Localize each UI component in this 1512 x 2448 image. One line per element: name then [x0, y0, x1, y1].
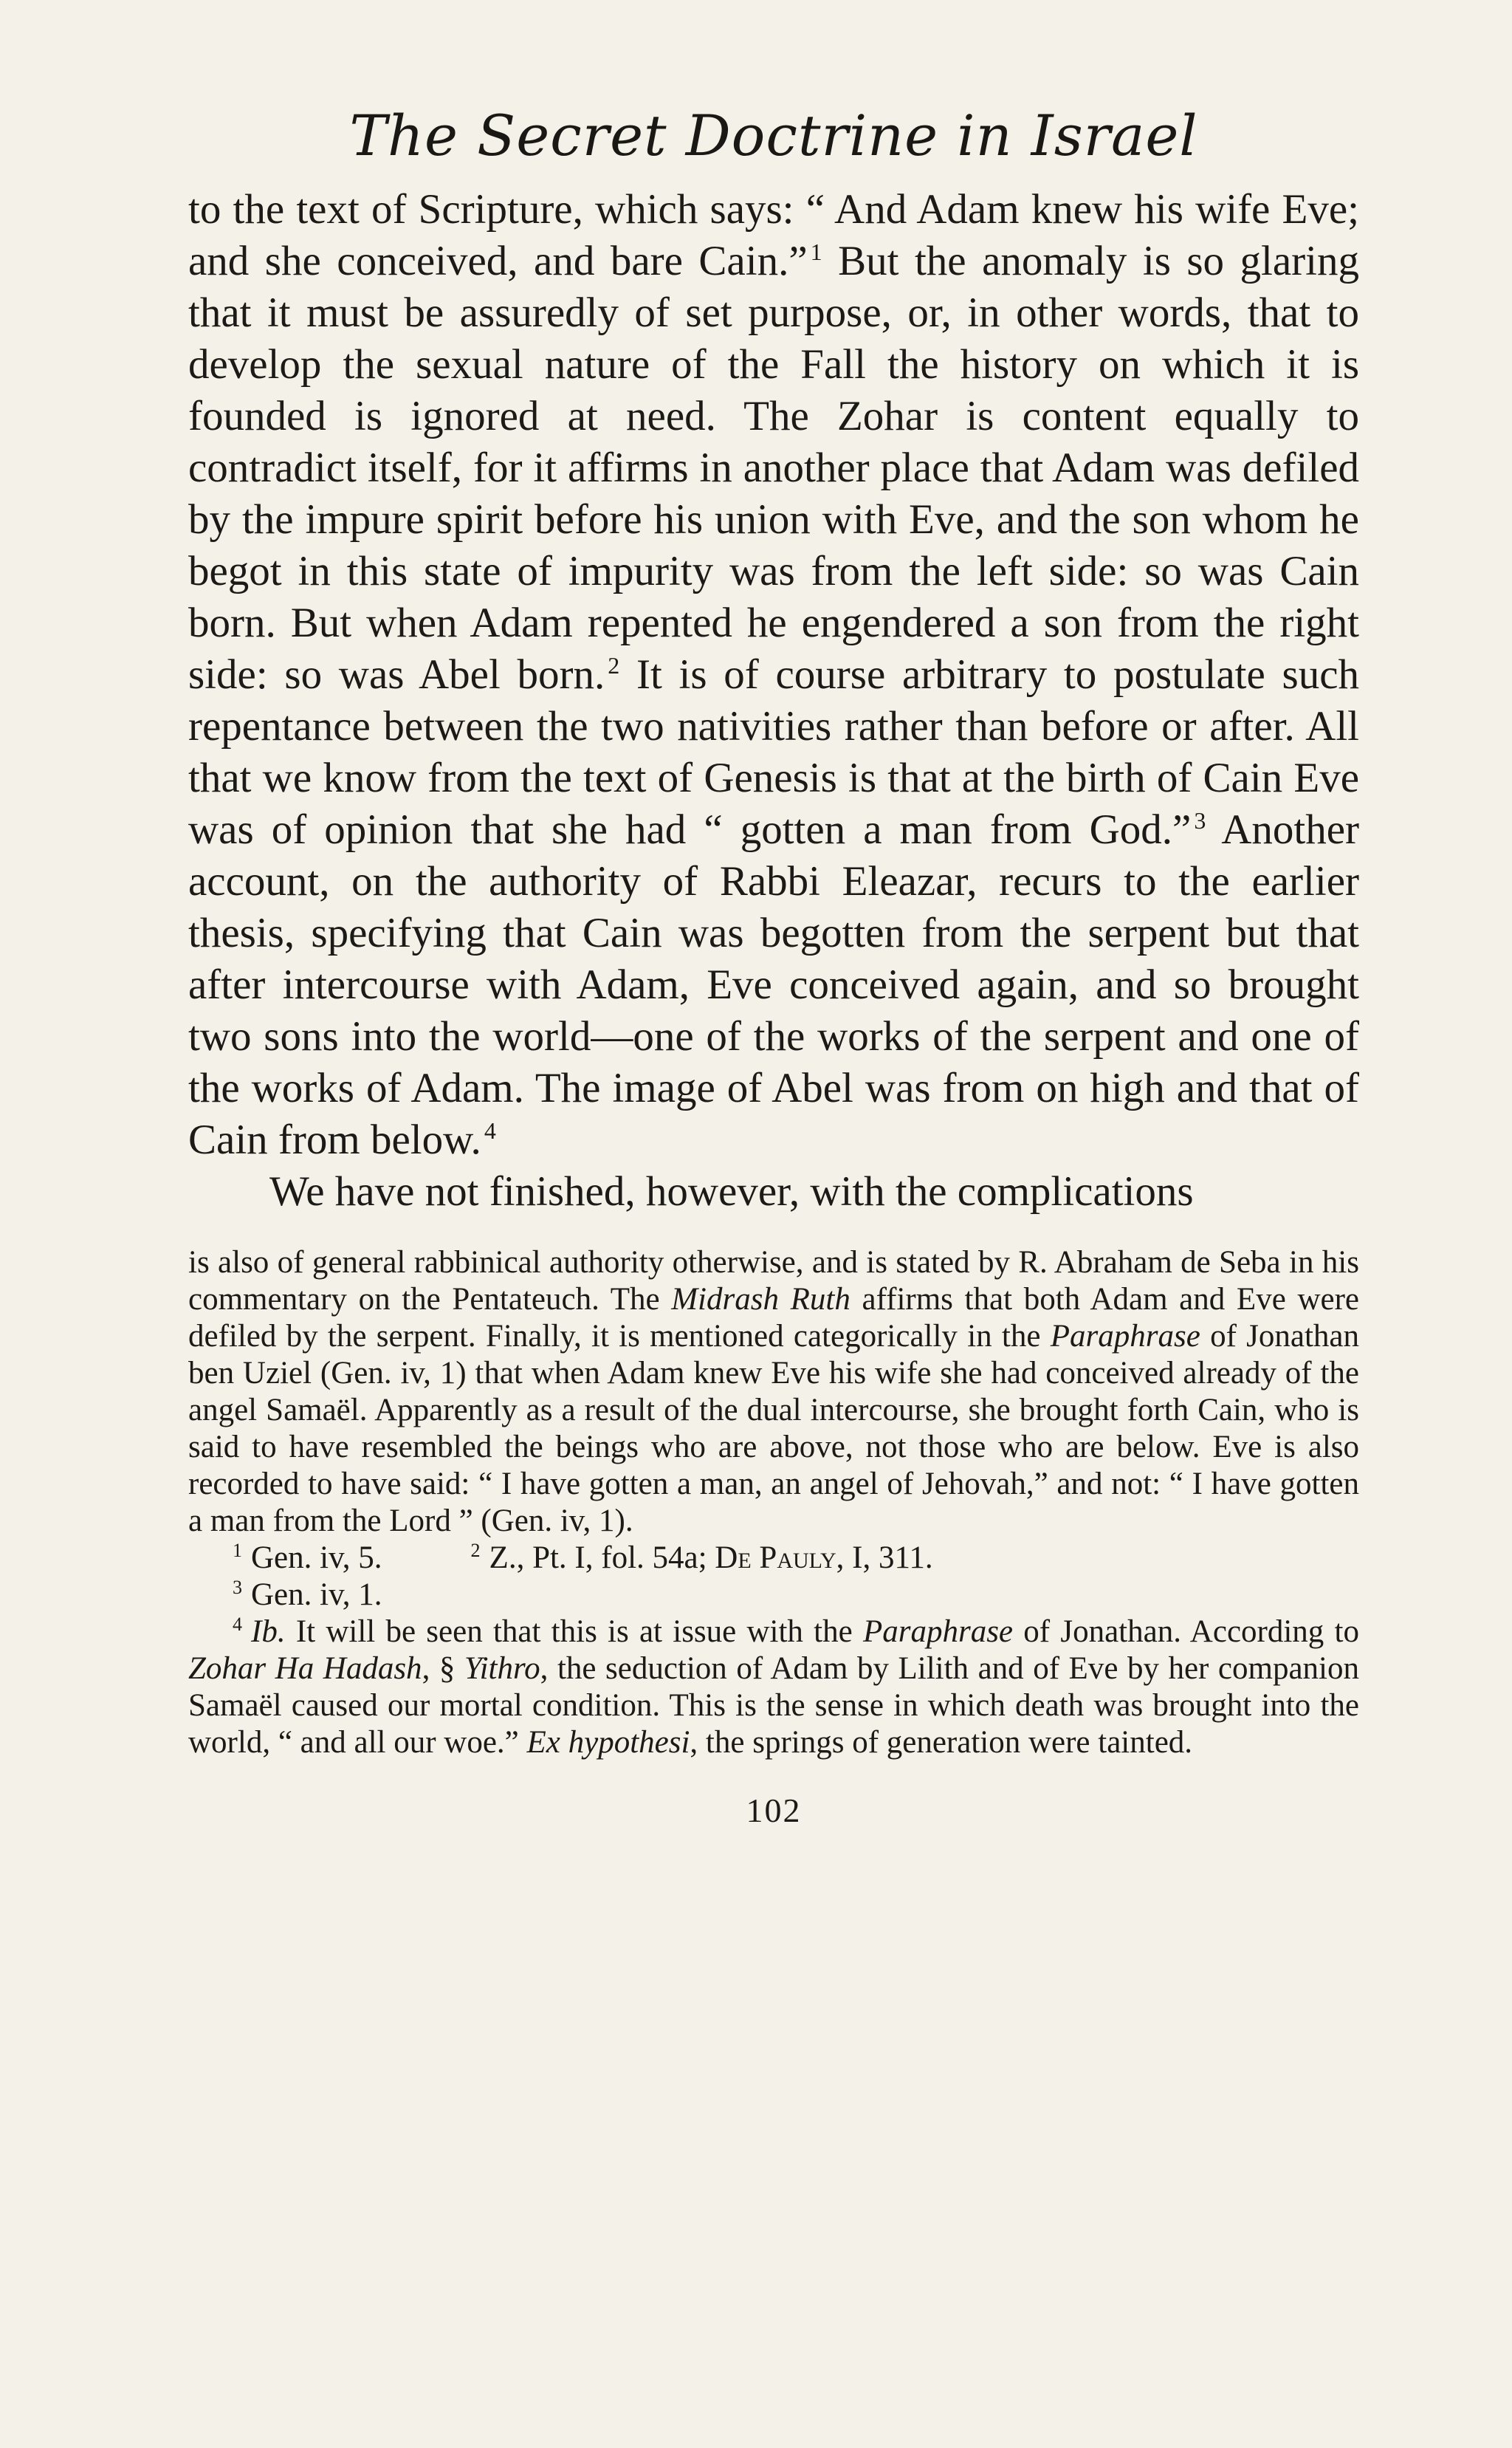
footnote-ref-1: 1	[810, 239, 822, 266]
running-head: The Secret Doctrine in Israel	[349, 103, 1198, 168]
paraphrase-title: Paraphrase	[1050, 1319, 1200, 1354]
footnote-4-indent	[188, 1614, 286, 1649]
footnote-ref-2: 2	[608, 652, 620, 679]
footnote-4-text-e: , the springs of generation were tainted.	[690, 1725, 1193, 1760]
footnote-1: Gen. iv, 5.	[251, 1540, 382, 1576]
midrash-ruth-title: Midrash Ruth	[671, 1282, 850, 1317]
footnotes	[188, 1244, 1359, 1761]
footnote-2-a: Z., Pt. I, fol. 54a;	[489, 1540, 715, 1576]
footnote-4-text-b: of Jonathan. According to	[1013, 1614, 1359, 1650]
footnote-2-author: De Pauly	[715, 1540, 836, 1576]
footnote-4	[188, 1614, 1359, 1761]
paragraph-1-part-c: It is of course arbitrary to postulate such repentance between the two nativities rather than before or after. All that we know from the text of Genesis is that at the birth of Cain Eve was of opinion that she had “ gotten a man from God.”	[188, 651, 1359, 854]
footnote-4-paraphrase: Paraphrase	[862, 1614, 1014, 1650]
footnote-4-text-d: , the seduction of Adam by Lilith and of Eve by her companion Samaël caused our mortal condition. This is the sense in which death was brought into the world, “ and all our woe.”	[188, 1651, 1359, 1760]
footnote-continuation-text-b: affirms that both Adam and Eve were defiled by the serpent. Finally, it is mentioned categorically in the	[188, 1282, 1359, 1354]
footnote-4-ib: Ib.	[251, 1614, 286, 1650]
footnote-mark-4: 4	[233, 1614, 242, 1636]
footnote-3-line	[188, 1577, 1359, 1614]
paragraph-1	[188, 184, 1359, 1166]
footnote-4-zohar-title: Zohar Ha Hadash	[188, 1651, 422, 1687]
footnote-2-b: , I, 311.	[836, 1540, 933, 1576]
footnote-4-ex-hypothesi: Ex hypothesi	[526, 1725, 690, 1760]
footnote-continuation-text-a: is also of general rabbinical authority otherwise, and is stated by R. Abraham de Seba in his commentary on the Pentateuch. The	[188, 1245, 1359, 1317]
page-number: 102	[746, 1792, 802, 1830]
footnotes-1-2	[188, 1540, 1359, 1577]
footnote-ref-4: 4	[484, 1117, 496, 1145]
paragraph-2: We have not finished, however, with the complications	[269, 1168, 1194, 1216]
paragraph-1-part-a: to the text of Scripture, which says: “ And Adam knew his wife Eve; and she conceived, and bare Cain.”	[188, 186, 1359, 285]
footnote-mark-1: 1	[233, 1540, 242, 1562]
main-text	[188, 184, 1359, 1218]
paragraph-1-part-b: But the anomaly is so glaring that it must be assuredly of set purpose, or, in other words, that to develop the sexual nature of the Fall the history on which it is founded is ignored at need. The Zohar is content equally to contradict itself, for it affirms in another place that Adam was defiled by the impure spirit before his union with Eve, and the son whom he begot in this state of impurity was from the left side: so was Cain born. But when Adam repented he engendered a son from the right side: so was Abel born.	[188, 238, 1359, 699]
footnote-4-text-c: , §	[422, 1651, 464, 1687]
footnote-continuation-text-c: of Jonathan ben Uziel (Gen. iv, 1) that when Adam knew Eve his wife she had conceived already of the angel Samaël. Apparently as a result of the dual intercourse, she brought forth Cain, who is said to have resembled the beings who are above, not those who are below. Eve is also recorded to have said: “ I have gotten a man, an angel of Jehovah,” and not: “ I have gotten a man from the Lord ” (Gen. iv, 1).	[188, 1319, 1360, 1539]
footnote-3: Gen. iv, 1.	[251, 1577, 382, 1613]
footnote-ref-3: 3	[1194, 807, 1206, 834]
book-page	[188, 103, 1359, 2407]
footnote-4-text-a: It will be seen that this is at issue with the	[285, 1614, 863, 1650]
footnote-4-yithro: Yithro	[464, 1651, 540, 1687]
footnote-mark-2: 2	[470, 1540, 481, 1562]
footnote-continuation	[188, 1244, 1359, 1540]
footnote-mark-3: 3	[233, 1577, 242, 1599]
paragraph-1-part-d: Another account, on the authority of Rabbi Eleazar, recurs to the earlier thesis, specifying that Cain was begotten from the serpent but that after intercourse with Adam, Eve conceived again, and so brought two sons into the world—one of the works of the serpent and one of the works of Adam. The image of Abel was from on high and that of Cain from below.	[188, 806, 1359, 1164]
